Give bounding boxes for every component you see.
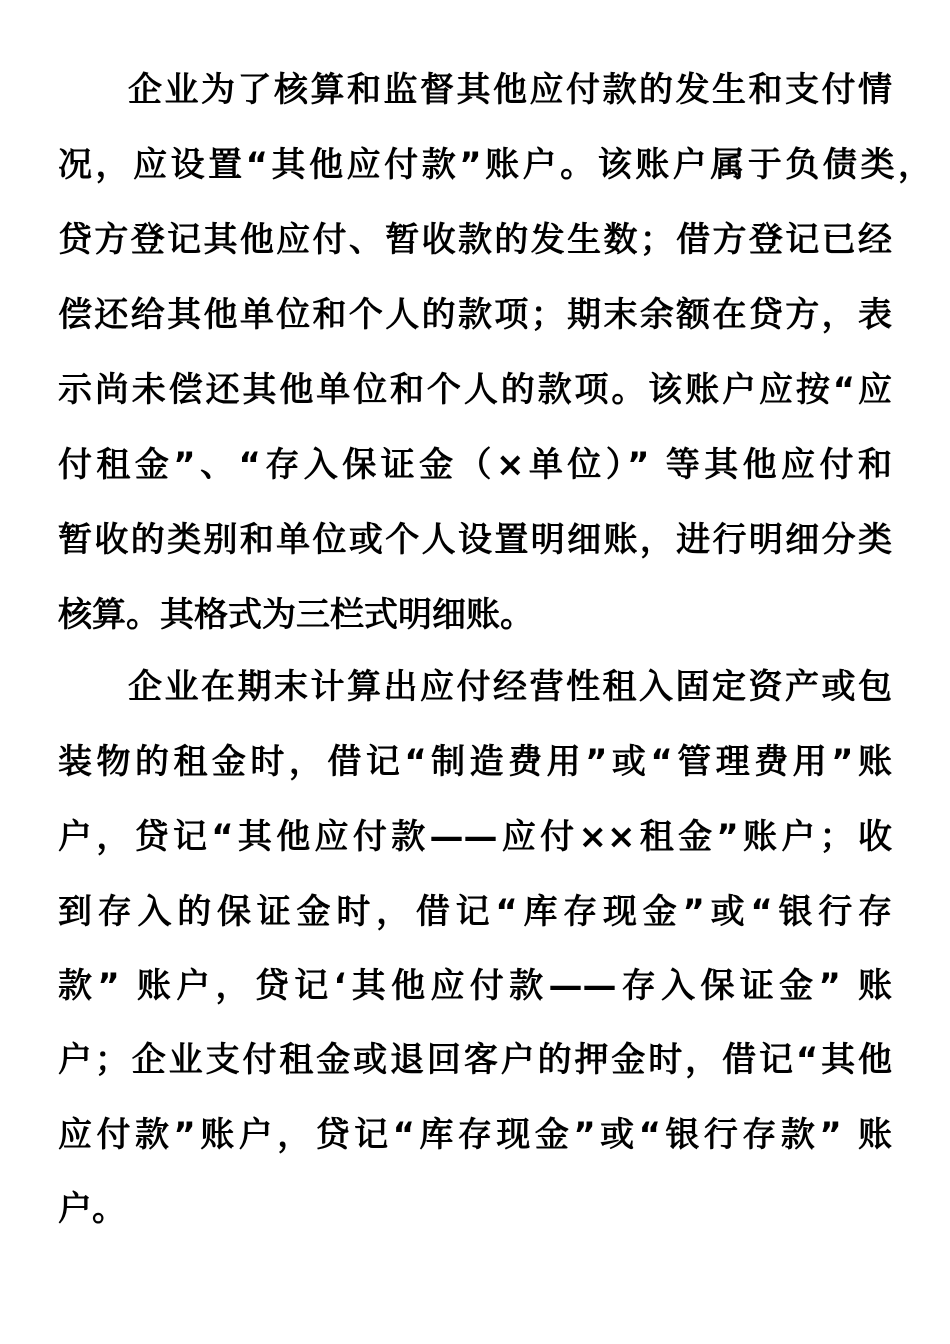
text-line: 付租金”、“存入保证金（×单位）” 等其他应付和 (58, 445, 892, 485)
text-line: 企业在期末计算出应付经营性租入固定资产或包 (128, 667, 892, 707)
text-line: 贷方登记其他应付、暂收款的发生数；借方登记已经 (58, 220, 892, 260)
text-line: 户，贷记“其他应付款——应付××租金”账户；收 (58, 817, 892, 857)
text-line: 户；企业支付租金或退回客户的押金时，借记“其他 (58, 1040, 892, 1080)
text-line: 应付款”账户，贷记“库存现金”或“银行存款” 账 (58, 1115, 892, 1155)
text-line: 企业为了核算和监督其他应付款的发生和支付情 (128, 70, 892, 110)
text-line: 核算。其格式为三栏式明细账。 (58, 595, 534, 635)
text-line: 偿还给其他单位和个人的款项；期末余额在贷方，表 (58, 295, 892, 335)
text-line: 示尚未偿还其他单位和个人的款项。该账户应按“应 (58, 370, 892, 410)
text-line: 暂收的类别和单位或个人设置明细账，进行明细分类 (58, 520, 892, 560)
text-line: 款” 账户，贷记‘其他应付款——存入保证金” 账 (58, 966, 892, 1006)
text-line: 况，应设置“其他应付款”账户。该账户属于负债类， (58, 145, 932, 185)
text-line: 户。 (58, 1189, 126, 1229)
text-line: 到存入的保证金时，借记“库存现金”或“银行存 (58, 892, 892, 932)
text-line: 装物的租金时，借记“制造费用”或“管理费用”账 (58, 742, 892, 782)
